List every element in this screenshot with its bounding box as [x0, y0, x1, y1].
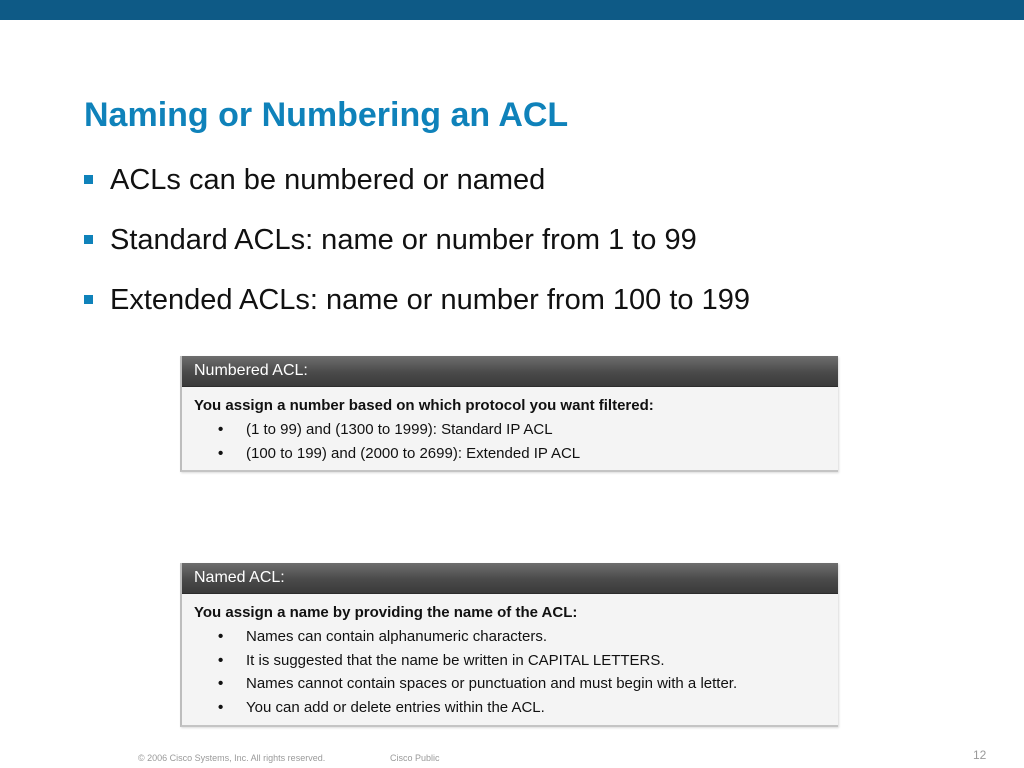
- panel-header: Numbered ACL:: [182, 356, 838, 387]
- slide-title: Naming or Numbering an ACL: [84, 96, 569, 134]
- bullet-dot-icon: •: [218, 675, 224, 692]
- panel-intro: You assign a number based on which protocol you want filtered:: [194, 397, 654, 414]
- bullet-dot-icon: •: [218, 628, 224, 645]
- square-bullet-icon: [84, 295, 93, 304]
- numbered-acl-panel: [180, 356, 838, 472]
- panel-intro: You assign a name by providing the name of the ACL:: [194, 604, 578, 621]
- panel-header: Named ACL:: [182, 563, 838, 594]
- list-item: [194, 625, 838, 649]
- panel-list: [194, 418, 838, 465]
- square-bullet-icon: [84, 175, 93, 184]
- footer-classification: Cisco Public: [390, 753, 440, 763]
- list-item-text: (1 to 99) and (1300 to 1999): Standard IP ACL: [246, 421, 553, 438]
- page-number: 12: [973, 748, 987, 762]
- bullet-dot-icon: •: [218, 651, 224, 669]
- top-accent-bar: [0, 0, 1024, 20]
- bullet-text: Standard ACLs: name or number from 1 to 99: [110, 224, 697, 256]
- list-item-text: You can add or delete entries within the ACL.: [246, 698, 545, 716]
- list-item-text: (100 to 199) and (2000 to 2699): Extended IP ACL: [246, 444, 581, 462]
- bullet-text: ACLs can be numbered or named: [110, 164, 546, 196]
- list-item: [194, 418, 838, 442]
- footer-copyright: © 2006 Cisco Systems, Inc. All rights reserved.: [138, 753, 326, 763]
- bullet-item: [84, 160, 750, 220]
- bullet-item: [84, 280, 750, 340]
- panel-list: [194, 625, 838, 719]
- bullet-dot-icon: •: [218, 421, 224, 438]
- bullet-dot-icon: •: [218, 444, 224, 462]
- panel-body: [182, 387, 838, 470]
- named-acl-panel: [180, 563, 838, 727]
- list-item-text: Names cannot contain spaces or punctuation and must begin with a letter.: [246, 675, 738, 692]
- bullet-dot-icon: •: [218, 698, 224, 716]
- list-item-text: It is suggested that the name be written in CAPITAL LETTERS.: [246, 651, 665, 669]
- list-item: [194, 442, 838, 466]
- panel-body: [182, 594, 838, 724]
- bullet-list: [84, 160, 750, 340]
- square-bullet-icon: [84, 235, 93, 244]
- bullet-item: [84, 220, 750, 280]
- list-item-text: Names can contain alphanumeric characters.: [246, 628, 547, 645]
- list-item: [194, 696, 838, 720]
- list-item: [194, 649, 838, 673]
- list-item: [194, 672, 838, 696]
- bullet-text: Extended ACLs: name or number from 100 to 199: [110, 284, 750, 316]
